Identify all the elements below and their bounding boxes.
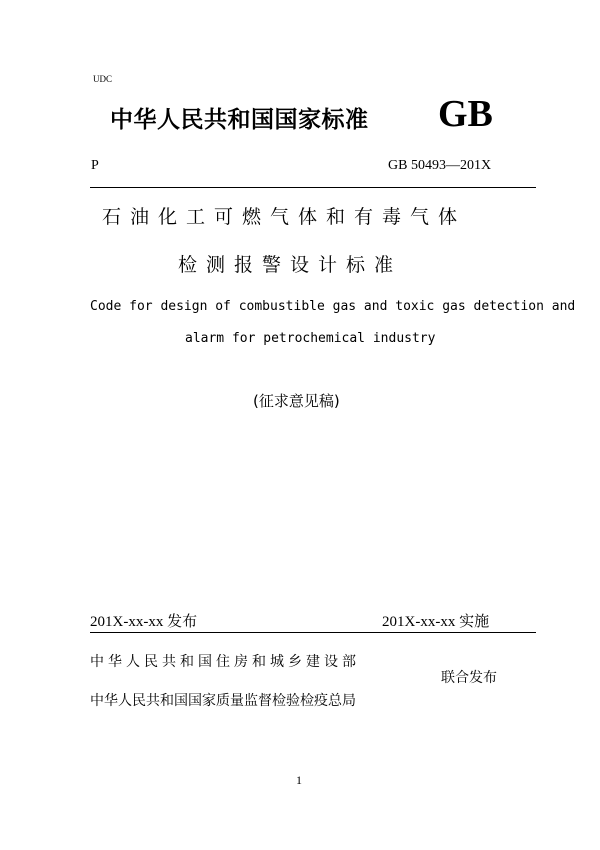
chinese-title-line-2: 检测报警设计标准 xyxy=(178,254,403,276)
issuer-ministry-housing: 中华人民共和国住房和城乡建设部 xyxy=(90,654,360,670)
english-title-line-2: alarm for petrochemical industry xyxy=(185,331,436,346)
classification-code: P xyxy=(91,158,99,173)
implementation-date: 201X-xx-xx 实施 xyxy=(382,614,490,630)
gb-mark: GB xyxy=(438,93,493,135)
national-standard-title: 中华人民共和国国家标准 xyxy=(110,107,369,133)
issuer-aqsiq: 中华人民共和国国家质量监督检验检疫总局 xyxy=(90,693,356,709)
issue-date: 201X-xx-xx 发布 xyxy=(90,614,198,630)
joint-issue-label: 联合发布 xyxy=(441,670,497,686)
page-number: 1 xyxy=(296,773,302,787)
top-divider xyxy=(90,187,536,188)
chinese-title-line-1: 石油化工可燃气体和有毒气体 xyxy=(102,206,467,228)
standard-number: GB 50493—201X xyxy=(388,158,492,173)
draft-status: (征求意见稿) xyxy=(253,392,340,410)
bottom-divider xyxy=(90,632,536,633)
english-title-line-1: Code for design of combustible gas and toxic gas detection and xyxy=(90,299,576,314)
udc-label: UDC xyxy=(93,74,113,84)
